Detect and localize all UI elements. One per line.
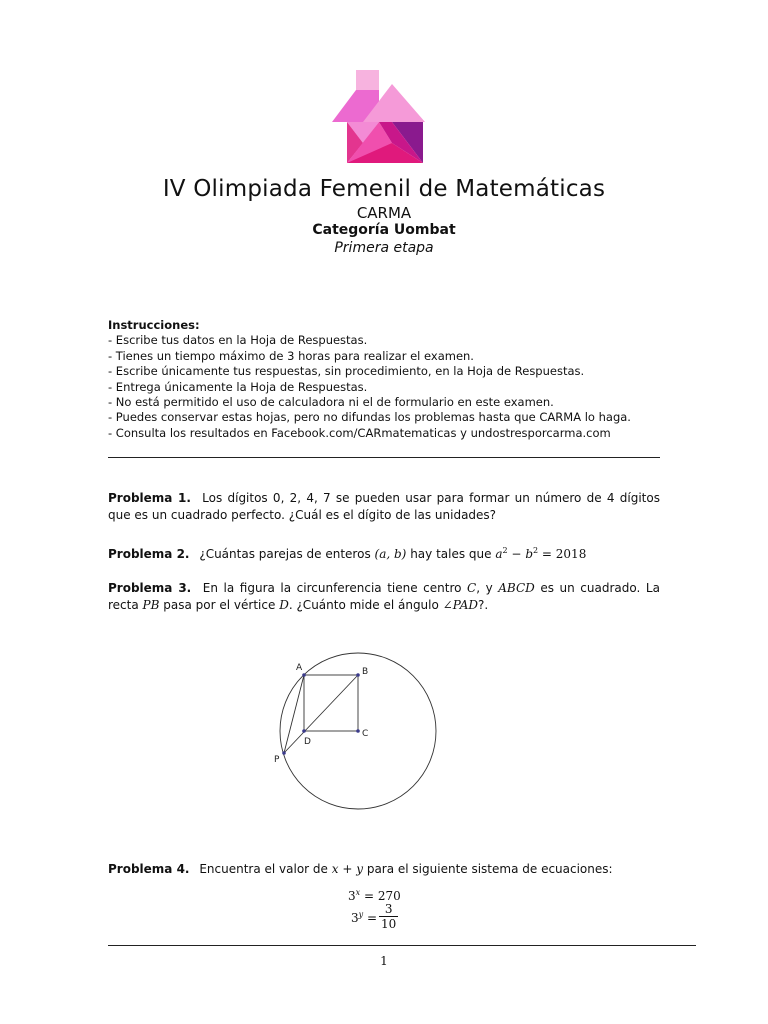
organization-name: CARMA [356, 204, 412, 222]
problem-2: Problema 2. ¿Cuántas parejas de enteros (a, b) hay tales que $a^2 - b^2 = 2018$ [108, 546, 587, 561]
figure-point-d [302, 729, 306, 733]
figure-point-p [282, 751, 286, 755]
instruction-item: - Entrega únicamente la Hoja de Respuestas. [108, 379, 368, 394]
instruction-item: - Escribe tus datos en la Hoja de Respuestas. [108, 333, 368, 348]
equation-1 [348, 888, 401, 903]
figure-label-d: D [304, 737, 311, 747]
logo-chimney [356, 70, 379, 90]
math-var-a: a [495, 547, 503, 561]
math-pair: (a, b) [374, 547, 407, 561]
instructions-block [108, 318, 668, 441]
stage-name: Primera etapa [334, 240, 434, 256]
category-name: Categoría Uombat [312, 222, 456, 238]
eq-fraction [379, 902, 398, 931]
math-rhs: = 2018 [541, 547, 587, 561]
problem-text: ?. [478, 598, 489, 612]
math-exponent: 2 [533, 546, 539, 555]
problem-text: En la figura la circunferencia tiene centro [202, 581, 462, 595]
eq-base: 3 [351, 911, 359, 925]
problem-1 [108, 490, 660, 524]
figure-label-b: B [362, 667, 369, 677]
math-var-c: C [467, 581, 477, 595]
fraction-numerator: 3 [384, 902, 393, 916]
instructions-heading: Instrucciones: [108, 318, 200, 332]
problem-text: ¿Cuántas parejas de enteros [199, 547, 371, 561]
figure-label-p: P [274, 755, 280, 765]
eq-exponent: x [355, 888, 361, 897]
problem-text: Los dígitos 0, 2, 4, 7 se pueden usar para formar un número de 4 dígitos que es un cuadrado perfecto. ¿Cuál es el dígito de las unidades? [108, 491, 660, 522]
problem-text: es un cuadrado. La recta [108, 581, 660, 612]
divider-rule [108, 457, 660, 458]
problem-label: Problema 2. [108, 547, 190, 561]
math-expression: x + y [331, 862, 363, 876]
figure-point-b [356, 673, 360, 677]
carma-house-logo [330, 68, 430, 168]
instruction-item: - Escribe únicamente tus respuestas, sin procedimiento, en la Hoja de Respuestas. [108, 364, 585, 379]
instruction-item: - Tienes un tiempo máximo de 3 horas para realizar el examen. [108, 348, 474, 363]
equation-2-lhs [351, 910, 377, 925]
figure-label-c: C [362, 729, 369, 739]
eq-base: 3 [348, 889, 356, 903]
footer-rule [108, 945, 696, 946]
problem-label: Problema 1. [108, 491, 191, 505]
eq-rhs: = 270 [363, 889, 401, 903]
document-title: IV Olimpiada Femenil de Matemáticas [162, 176, 606, 202]
problem-label: Problema 4. [108, 862, 190, 876]
fraction-denominator: 10 [381, 917, 397, 931]
circle-square-figure [270, 652, 450, 822]
problem-text: pasa por el vértice [163, 598, 276, 612]
math-var-b: b [525, 547, 533, 561]
math-line-pb: PB [142, 598, 160, 612]
problem-text: Encuentra el valor de [199, 862, 328, 876]
instruction-item: - Consulta los resultados en Facebook.com/CARmatematicas y undostresporcarma.com [108, 425, 611, 440]
problem-3 [108, 580, 660, 614]
instruction-item: - Puedes conservar estas hojas, pero no difundas los problemas hasta que CARMA lo haga. [108, 410, 631, 425]
math-square-abcd: ABCD [498, 581, 535, 595]
problem-text: , y [476, 581, 493, 595]
figure-line-pb [284, 675, 358, 753]
problem-text: para el siguiente sistema de ecuaciones: [366, 862, 613, 876]
problem-label: Problema 3. [108, 581, 192, 595]
math-exponent: 2 [502, 546, 508, 555]
problem-text: . ¿Cuánto mide el ángulo [288, 598, 439, 612]
problem-4 [108, 861, 660, 878]
figure-point-c [356, 729, 360, 733]
figure-label-a: A [296, 663, 303, 673]
eq-equals: = [367, 911, 378, 925]
eq-exponent: y [358, 910, 364, 919]
figure-point-a [302, 673, 306, 677]
instruction-item: - No está permitido el uso de calculadora ni el de formulario en este examen. [108, 395, 554, 410]
math-angle-pad: ∠PAD [442, 598, 478, 612]
page-number: 1 [380, 954, 388, 968]
problem-text: hay tales que [410, 547, 492, 561]
math-var-d: D [279, 598, 289, 612]
